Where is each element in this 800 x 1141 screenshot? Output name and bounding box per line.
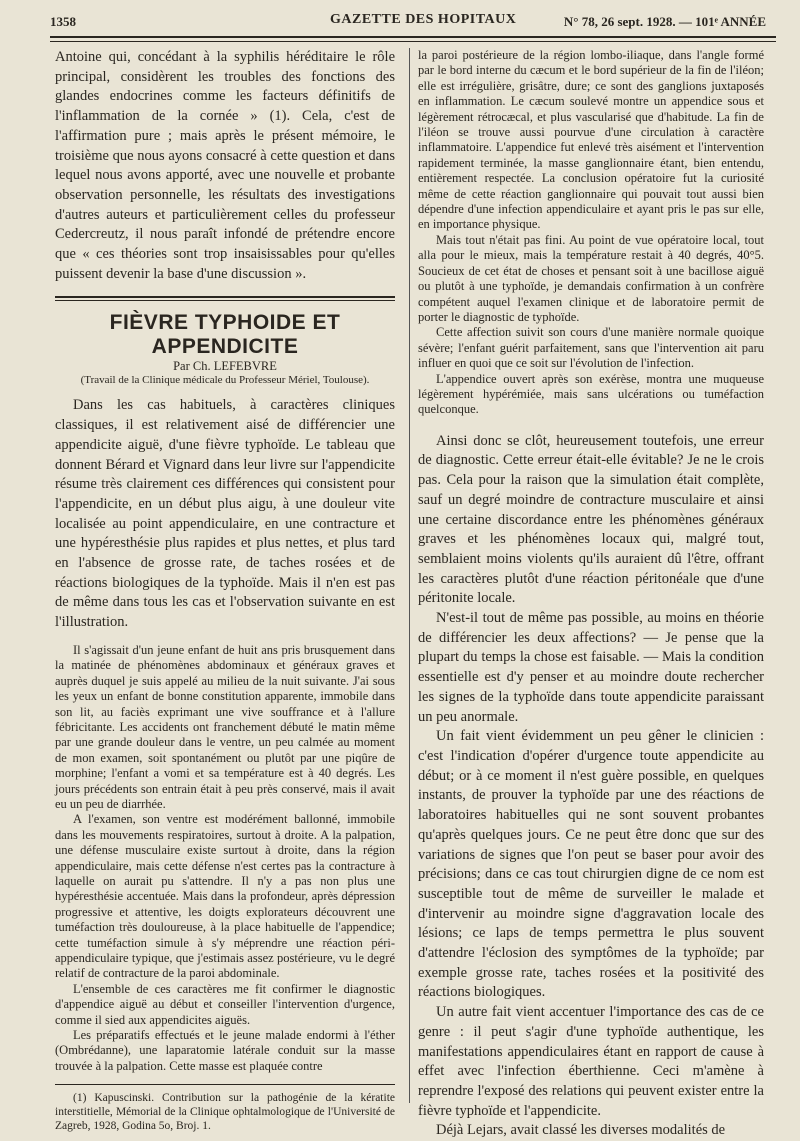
paragraph: Déjà Lejars, avait classé les diverses modalités de (436, 1122, 726, 1139)
right-column (418, 48, 764, 1141)
footnote-rule (55, 1084, 395, 1085)
paragraph: Ainsi donc se clôt, heureusement toutefois, une erreur de diagnostic. Cette erreur était-elle évitable? Je ne le crois pas. Cela pour la raison que la simulation était complète, sauf un degré moindre de contracture musculaire et ainsi une certaine discordance entre les phénomènes généraux graves et les phénomènes locaux qui, malgré tout, semblaient moins violents qu'ils auraient dû l'être, offrant les caractères plutôt d'une réaction péritonéale que d'une péritonite locale. (418, 432, 764, 607)
article-separator (55, 296, 395, 301)
paragraph: la paroi postérieure de la région lombo-iliaque, dans l'angle formé par le bord interne du cæcum et le bord supérieur de la fin de l'iléon; elle est irrégulière, grisâtre, dure; ce sont des ganglions juxtaposés en inflammation. Le cæcum soulevé montre un appendice sous et légèrement rétrocæcal, et plus vascularisé que d'habitude. La fin de l'iléon se trouve aussi pourvue d'une circulation à caractère inflammatoire. L'appendice fut enlevé très aisément et l'intervention rapidement terminée, la masse ganglionnaire étant, bien entendu, entièrement respectée. La conclusion opératoire fut la curiosité même de cette réaction ganglionnaire qui pouvait tout aussi bien dépendre d'une infection appendiculaire et ayant pris le pas sur elle, en importance physique. (418, 48, 764, 232)
paragraph: Cette affection suivit son cours d'une manière normale quoique sévère; l'enfant guérit parfaitement, sans que l'intervention ait paru influer en quoi que ce soit sur l'évolution de l'infection. (418, 325, 764, 371)
paragraph: Mais tout n'était pas fini. Au point de vue opératoire local, tout alla pour le mieux, mais la température restait à 40 degrés, 40°5. Soucieux de cet état de choses et pensant soit à une bacillose aiguë ou plutôt à une typhoïde, je demandais confirmation à un confrère compétent auquel l'examen clinique et de laboratoire permit de porter le diagnostic de typhoïde. (418, 232, 764, 324)
footnote: (1) Kapuscinski. Contribution sur la pathogénie de la kératite interstitielle, Mémorial de la Clinique ophtalmologique de l'Université de Zagreb, 1928, Godina 5o, Broj. 1. (55, 1092, 395, 1133)
column-divider (409, 48, 410, 1103)
paragraph: Dans les cas habituels, à caractères cliniques classiques, il est relativement aisé de différencier une appendicite aiguë, d'une fièvre typhoïde. Le tableau que donnent Bérard et Vignard dans leur livre sur l'appendicite résume très clairement ces différences qui consistent pour l'appendicite, en un début plus aigu, à une douleur vite localisée au point appendiculaire, en une contracture et une hypéresthésie plus rapides et plus nettes, et plus tard en l'absence de grosse rate, de taches rosées et de réactions biologiques de la typhoïde. Mais il n'en est pas de même dans tous les cas et l'observation suivante en est l'illustration. (55, 397, 395, 631)
article-title: FIÈVRE TYPHOIDE ET APPENDICITE (109, 311, 341, 359)
article-byline: Par Ch. LEFEBVRE (173, 359, 277, 374)
issue-info: N° 78, 26 sept. 1928. — 101ᵉ ANNÉE (563, 14, 766, 29)
left-column (55, 48, 395, 1133)
intro-paragraph: Antoine qui, concédant à la syphilis héréditaire le rôle principal, considèrent les troubles des fonctions des glandes endocrines comme les facteurs définitifs de l'inflammation de la cornée » (1). Cela, c'est de l'affirmation pure ; mais après le présent mémoire, le troisième que nous ayons consacré à cette question et dans lequel nous avons apporté, avec une nouvelle et probante observation personnelle, les résultats des investigations d'autres auteurs et particulièrement celles du professeur Cedercreutz, il nous paraît infondé de prétendre encore que « ces théories sont trop insaisissables pour qu'elles puissent devenir la base d'une discussion ». (55, 49, 395, 282)
header-rule-thin (50, 41, 776, 42)
article-institution: (Travail de la Clinique médicale du Professeur Mériel, Toulouse). (80, 374, 370, 387)
page-number: 1358 (50, 14, 76, 29)
paragraph: Un fait vient évidemment un peu gêner le clinicien : c'est l'indication d'opérer d'urgence toute appendicite au début; or à ce moment il n'est guère possible, en quelques instants, de prouver la typhoïde par une des réactions de laboratoires habituelles qui ne sont souvent probantes qu'après quelques jours. Ce ne peut être donc que sur des variations de signes que l'on peut se baser pour avoir des précisions; dans ce cas tout chirurgien digne de ce nom est susceptible tout de même de surveiller le malade et d'intervenir au moindre signe d'aggravation locale des lésions; ce laps de temps permettra le plus souvent d'attendre l'éclosion des symptômes de la typhoïde; par exemple grosse rate, taches rosées et la positivité des réactions biologiques. (418, 728, 764, 1001)
paragraph: Un autre fait vient accentuer l'importance des cas de ce genre : il peut s'agir d'une typhoïde authentique, les manifestations appendiculaires étant en rapport de cause à effet avec l'infection éberthienne. Ceci m'amène à reprendre l'exposé des relations qui peuvent exister entre la fièvre typhoïde et l'appendicite. (418, 1004, 764, 1119)
journal-title: GAZETTE DES HOPITAUX (330, 12, 517, 27)
paragraph: L'ensemble de ces caractères me fit confirmer le diagnostic d'appendice aiguë au début et conseiller l'intervention d'urgence, comme il sied aux appendicites aiguës. (55, 981, 395, 1027)
paragraph: Il s'agissait d'un jeune enfant de huit ans pris brusquement dans la matinée de phénomènes abdominaux et généraux graves et auprès duquel je suis appelé au milieu de la nuit suivante. J'ai sous les yeux un enfant de bonne constitution apparente, immobile dans son lit, au faciès exprimant une vive souffrance et à l'allure fébricitante. Les accidents ont franchement débuté le matin même par une grande douleur dans le ventre, un peu calmée au moment de mon examen, soit spontanément ou plutôt par une piqûre de morphine; l'enfant a vomi et sa température est à 40 degrés. Les jours précédents son entrain était à peu près conservé, mais il avait eu un peu de diarrhée. (55, 642, 395, 811)
paragraph: L'appendice ouvert après son exérèse, montra une muqueuse légèrement hypérémiée, mais sans ulcérations ou tuméfaction quelconque. (418, 371, 764, 417)
paragraph: N'est-il tout de même pas possible, au moins en théorie de différencier les deux affections? — Je pense que la plupart du temps la chose est faisable. — Mais la condition essentielle est d'y penser et au moindre doute rechercher les signes de la typhoïde dans toute appendicite paraissant un peu anormale. (418, 610, 764, 725)
paragraph: Les préparatifs effectués et le jeune malade endormi à l'éther (Ombrédanne), une laparatomie latérale conduit sur la masse trouvée à la palpation. Cette masse est plaquée contre (55, 1028, 395, 1073)
page-header (50, 12, 776, 34)
header-rule (50, 36, 776, 38)
paragraph: A l'examen, son ventre est modérément ballonné, immobile dans les mouvements respiratoires, surtout à droite. A la palpation, une défense musculaire existe surtout à droite, dans la région appendiculaire, mais cette défense n'est certes pas la contracture à laquelle on aurait pu s'attendre. Il n'y a pas non plus une hypéresthésie accentuée. Mais dans la profondeur, après dépression progressive et attentive, les doigts explorateurs découvrent une tuméfaction très douloureuse, à la place habituelle de l'appendice; cette tuméfaction simule à s'y méprendre une réaction péri-appendiculaire typique, que j'estimais assez postérieure, vu le degré relatif de contracture de la paroi abdominale. (55, 812, 395, 981)
